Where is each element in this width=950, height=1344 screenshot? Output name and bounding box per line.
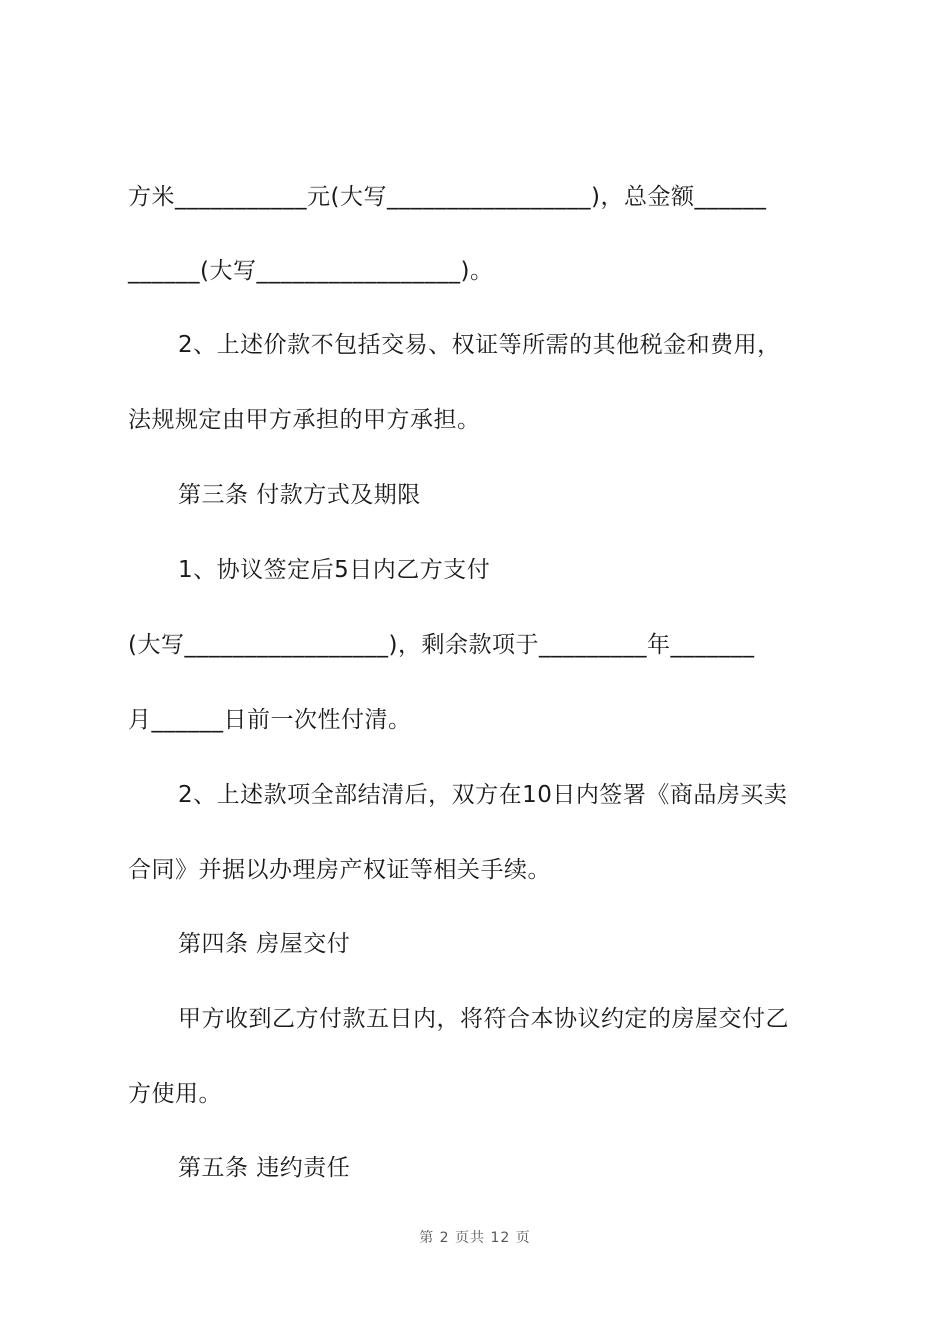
- text-line: 方使用。: [128, 1081, 222, 1107]
- text-line: ______(大写_________________)。: [128, 258, 494, 284]
- paragraph-line: 甲方收到乙方付款五日内，将符合本协议约定的房屋交付乙: [178, 1006, 789, 1032]
- paragraph-line: 2、上述款项全部结清后，双方在10日内签署《商品房买卖: [178, 782, 788, 808]
- paragraph-line: 1、协议签定后5日内乙方支付: [178, 557, 491, 583]
- section-heading: 第五条 违约责任: [178, 1155, 351, 1181]
- paragraph-line: 2、上述价款不包括交易、权证等所需的其他税金和费用，: [178, 332, 781, 358]
- text-line: 合同》并据以办理房产权证等相关手续。: [128, 857, 551, 883]
- section-heading: 第三条 付款方式及期限: [178, 482, 421, 508]
- text-line: 月______日前一次性付清。: [128, 707, 412, 733]
- section-heading: 第四条 房屋交付: [178, 931, 351, 957]
- text-line: (大写_________________)，剩余款项于_________年_______: [128, 632, 755, 658]
- page-number-footer: 第 2 页共 12 页: [419, 1230, 531, 1246]
- text-line: 法规规定由甲方承担的甲方承担。: [128, 407, 481, 433]
- text-line: 方米___________元(大写_________________)，总金额______: [128, 184, 767, 210]
